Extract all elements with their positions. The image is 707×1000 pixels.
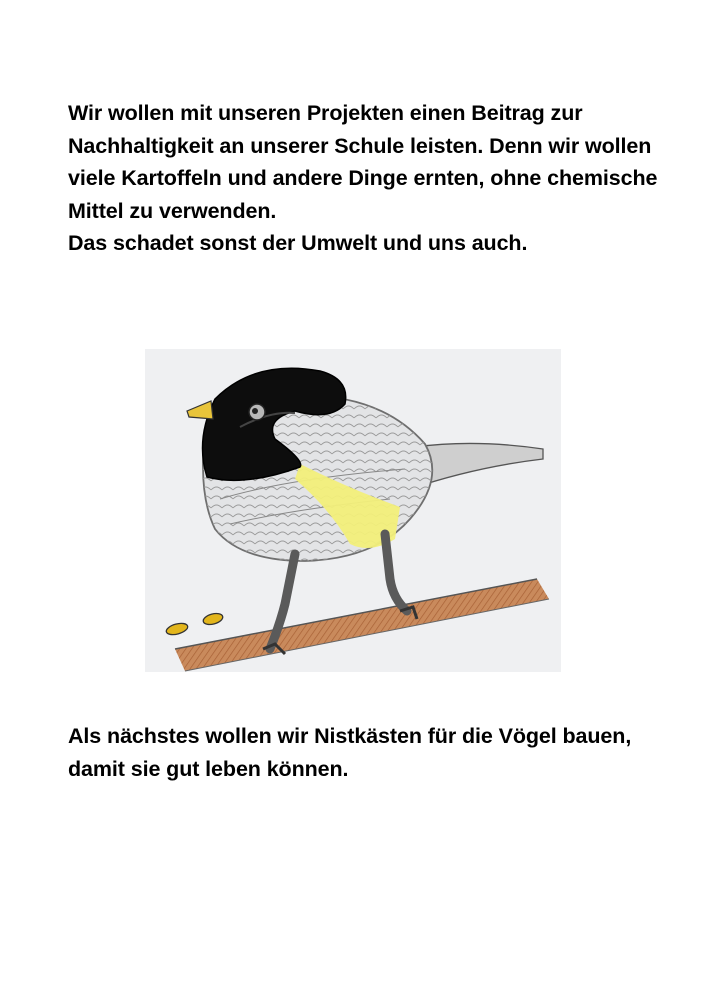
outro-text-block (68, 720, 668, 785)
bird-illustration (145, 349, 561, 672)
intro-text-block (68, 97, 668, 260)
bird-drawing-icon (145, 349, 561, 672)
outro-paragraph: Als nächstes wollen wir Nistkästen für die Vögel bauen, damit sie gut leben können. (68, 724, 632, 781)
intro-closing-line: Das schadet sonst der Umwelt und uns auch. (68, 231, 528, 255)
eye-shape (249, 404, 265, 420)
intro-paragraph: Wir wollen mit unseren Projekten einen Beitrag zur Nachhaltigkeit an unserer Schule leisten. Denn wir wollen viele Kartoffeln und andere Dinge ernten, ohne chemische Mittel zu verwenden. (68, 101, 658, 223)
